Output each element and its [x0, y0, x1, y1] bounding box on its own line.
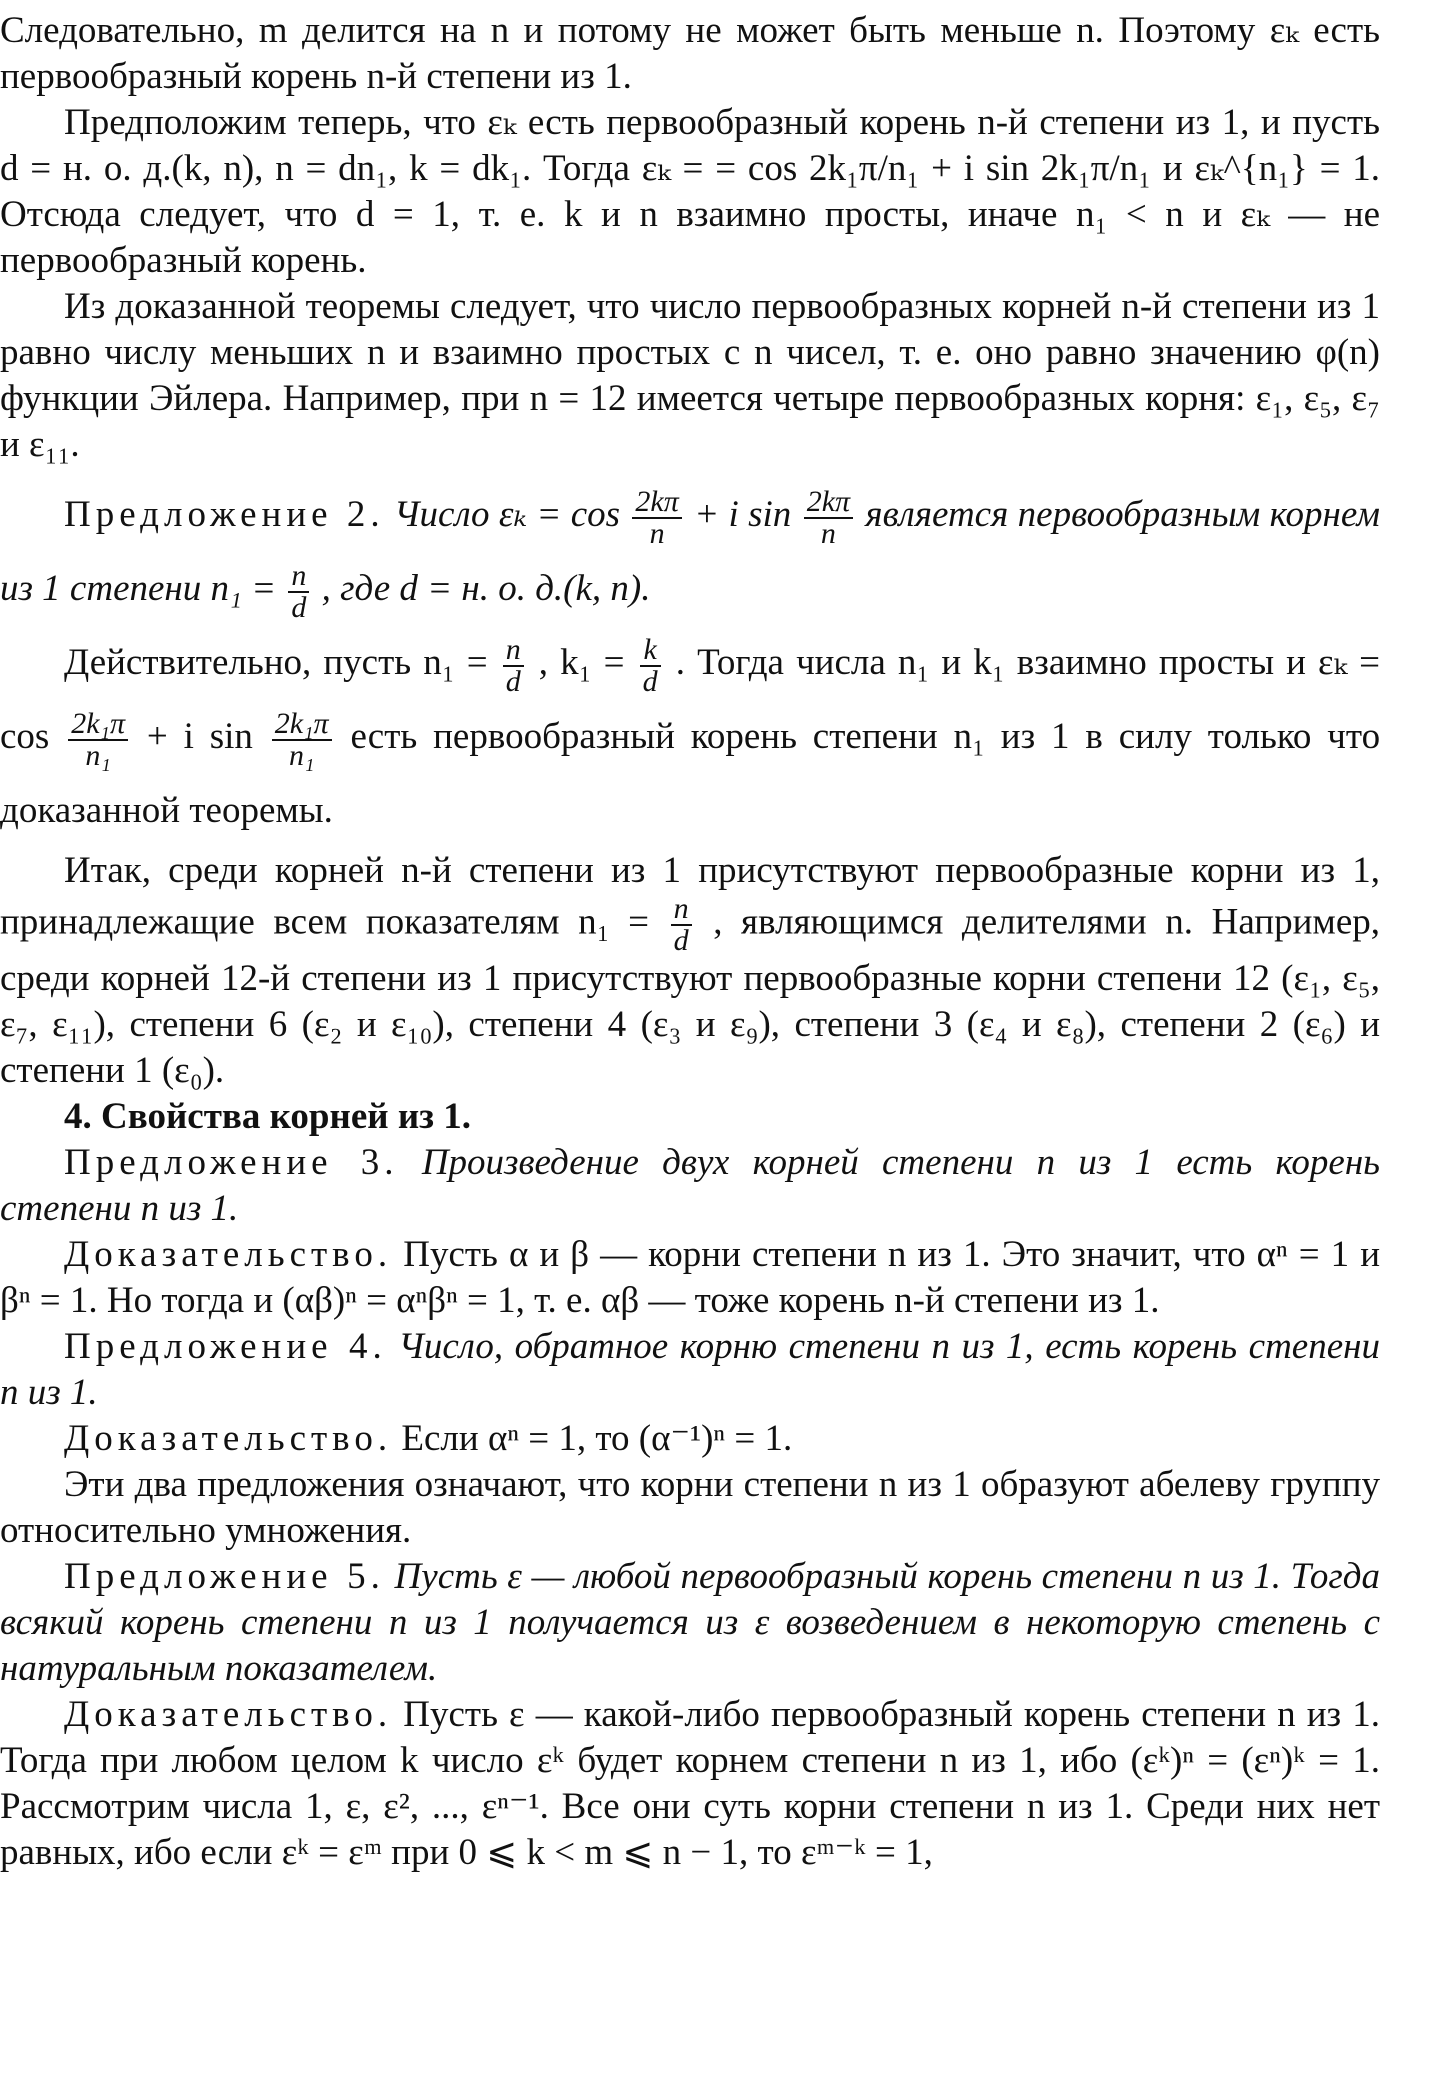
fraction: $\frac{\text{2k₁π}}{\text{n₁}}$ — [272, 709, 332, 771]
proposition-text: Число εₖ = cos — [394, 494, 621, 535]
fraction: $\frac{\text{2k₁π}}{\text{n₁}}$ — [68, 709, 128, 771]
proposition-3: Предложение 3. Произведение двух корней степени n из 1 есть корень степени n из 1. — [0, 1142, 1381, 1229]
fraction: $\frac{2k\pi}{n}$ — [632, 487, 681, 549]
group-note: Эти два предложения означают, что корни степени n из 1 образуют абелеву группу относительно умножения. — [0, 1464, 1380, 1551]
fraction: $\frac{n}{d}$ — [288, 561, 309, 623]
proof-3: Доказательство. Пусть α и β — корни степени n из 1. Это значит, что αⁿ = 1 и βⁿ = 1. Но тогда и (αβ)ⁿ = αⁿβⁿ = 1, т. е. αβ — тоже корень n-й степени из 1. — [0, 1234, 1380, 1321]
fraction: $\frac{k}{d}$ — [640, 635, 661, 697]
document-page — [0, 8, 1380, 1876]
fraction: $\frac{n}{d}$ — [671, 894, 692, 956]
proposition-label: Предложение 2. — [64, 494, 385, 535]
proof-4: Доказательство. Если αⁿ = 1, то (α⁻¹)ⁿ = 1. — [64, 1418, 793, 1459]
summary-paragraph: Итак, среди корней n-й степени из 1 присутствуют первообразные корни из 1, принадлежащие всем показателям n₁ = $\frac{n}{d}$ , являющимся делителями n. Например, среди корней 12-й степени из 1 присутствуют первообразные корни степени 12 (ε₁, ε₅, ε₇, ε₁₁), степени 6 (ε₂ и ε₁₀), степени 4 (ε₃ и ε₉), степени 3 (ε₄ и ε₈), степени 2 (ε₆) и степени 1 (ε₀). — [0, 850, 1380, 1091]
paragraph: Из доказанной теоремы следует, что число первообразных корней n-й степени из 1 равно числу меньших n и взаимно простых с n чисел, т. е. оно равно значению φ(n) функции Эйлера. Например, при n = 12 имеется четыре первообразных корня: ε₁, ε₅, ε₇ и ε₁₁. — [0, 286, 1380, 465]
proof-proposition-2: Действительно, пусть n₁ = $\frac{n}{d}$ , k₁ = $\frac{k}{d}$ . Тогда числа n₁ и k₁ взаимно просты и εₖ = cos $\frac{\text{2k₁π}}{\text{n₁}}$ + i sin $\frac{\text{2k₁π}}{\text{n₁}}$ есть первообразный корень степени n₁ из 1 в силу только что доказанной теоремы. — [0, 632, 1381, 831]
fraction: $\frac{n}{d}$ — [503, 635, 524, 697]
proposition-2: Предложение 2. Число εₖ = cos $\frac{2k\pi}{n}$ + i sin $\frac{2k\pi}{n}$ является первообразным корнем из 1 степени n₁ = $\frac{n}{d}$ , где d = н. о. д.(k, n). — [0, 484, 1380, 624]
proof-5: Доказательство. Пусть ε — какой-либо первообразный корень степени n из 1. Тогда при любом целом k число εᵏ будет корнем степени n из 1, ибо (εᵏ)ⁿ = (εⁿ)ᵏ = 1. Рассмотрим числа 1, ε, ε², ..., εⁿ⁻¹. Все они суть корни степени n из 1. Среди них нет равных, ибо если εᵏ = εᵐ при 0 ⩽ k < m ⩽ n − 1, то εᵐ⁻ᵏ = 1, — [0, 1694, 1381, 1873]
section-heading: 4. Свойства корней из 1. — [64, 1096, 471, 1137]
proposition-5: Предложение 5. Пусть ε — любой первообразный корень степени n из 1. Тогда всякий корень степени n из 1 получается из ε возведением в некоторую степень с натуральным показателем. — [0, 1556, 1381, 1689]
proposition-4: Предложение 4. Число, обратное корню степени n из 1, есть корень степени n из 1. — [0, 1326, 1381, 1413]
paragraph: Предположим теперь, что εₖ есть первообразный корень n-й степени из 1, и пусть d = н. о. д.(k, n), n = dn₁, k = dk₁. Тогда εₖ = = cos 2k₁π/n₁ + i sin 2k₁π/n₁ и εₖ^{n₁} = 1. Отсюда следует, что d = 1, т. е. k и n взаимно просты, иначе n₁ < n и εₖ — не первообразный корень. — [0, 102, 1380, 281]
fraction: $\frac{2k\pi}{n}$ — [804, 487, 853, 549]
paragraph: Следовательно, m делится на n и потому не может быть меньше n. Поэтому εₖ есть первообразный корень n-й степени из 1. — [0, 10, 1380, 97]
